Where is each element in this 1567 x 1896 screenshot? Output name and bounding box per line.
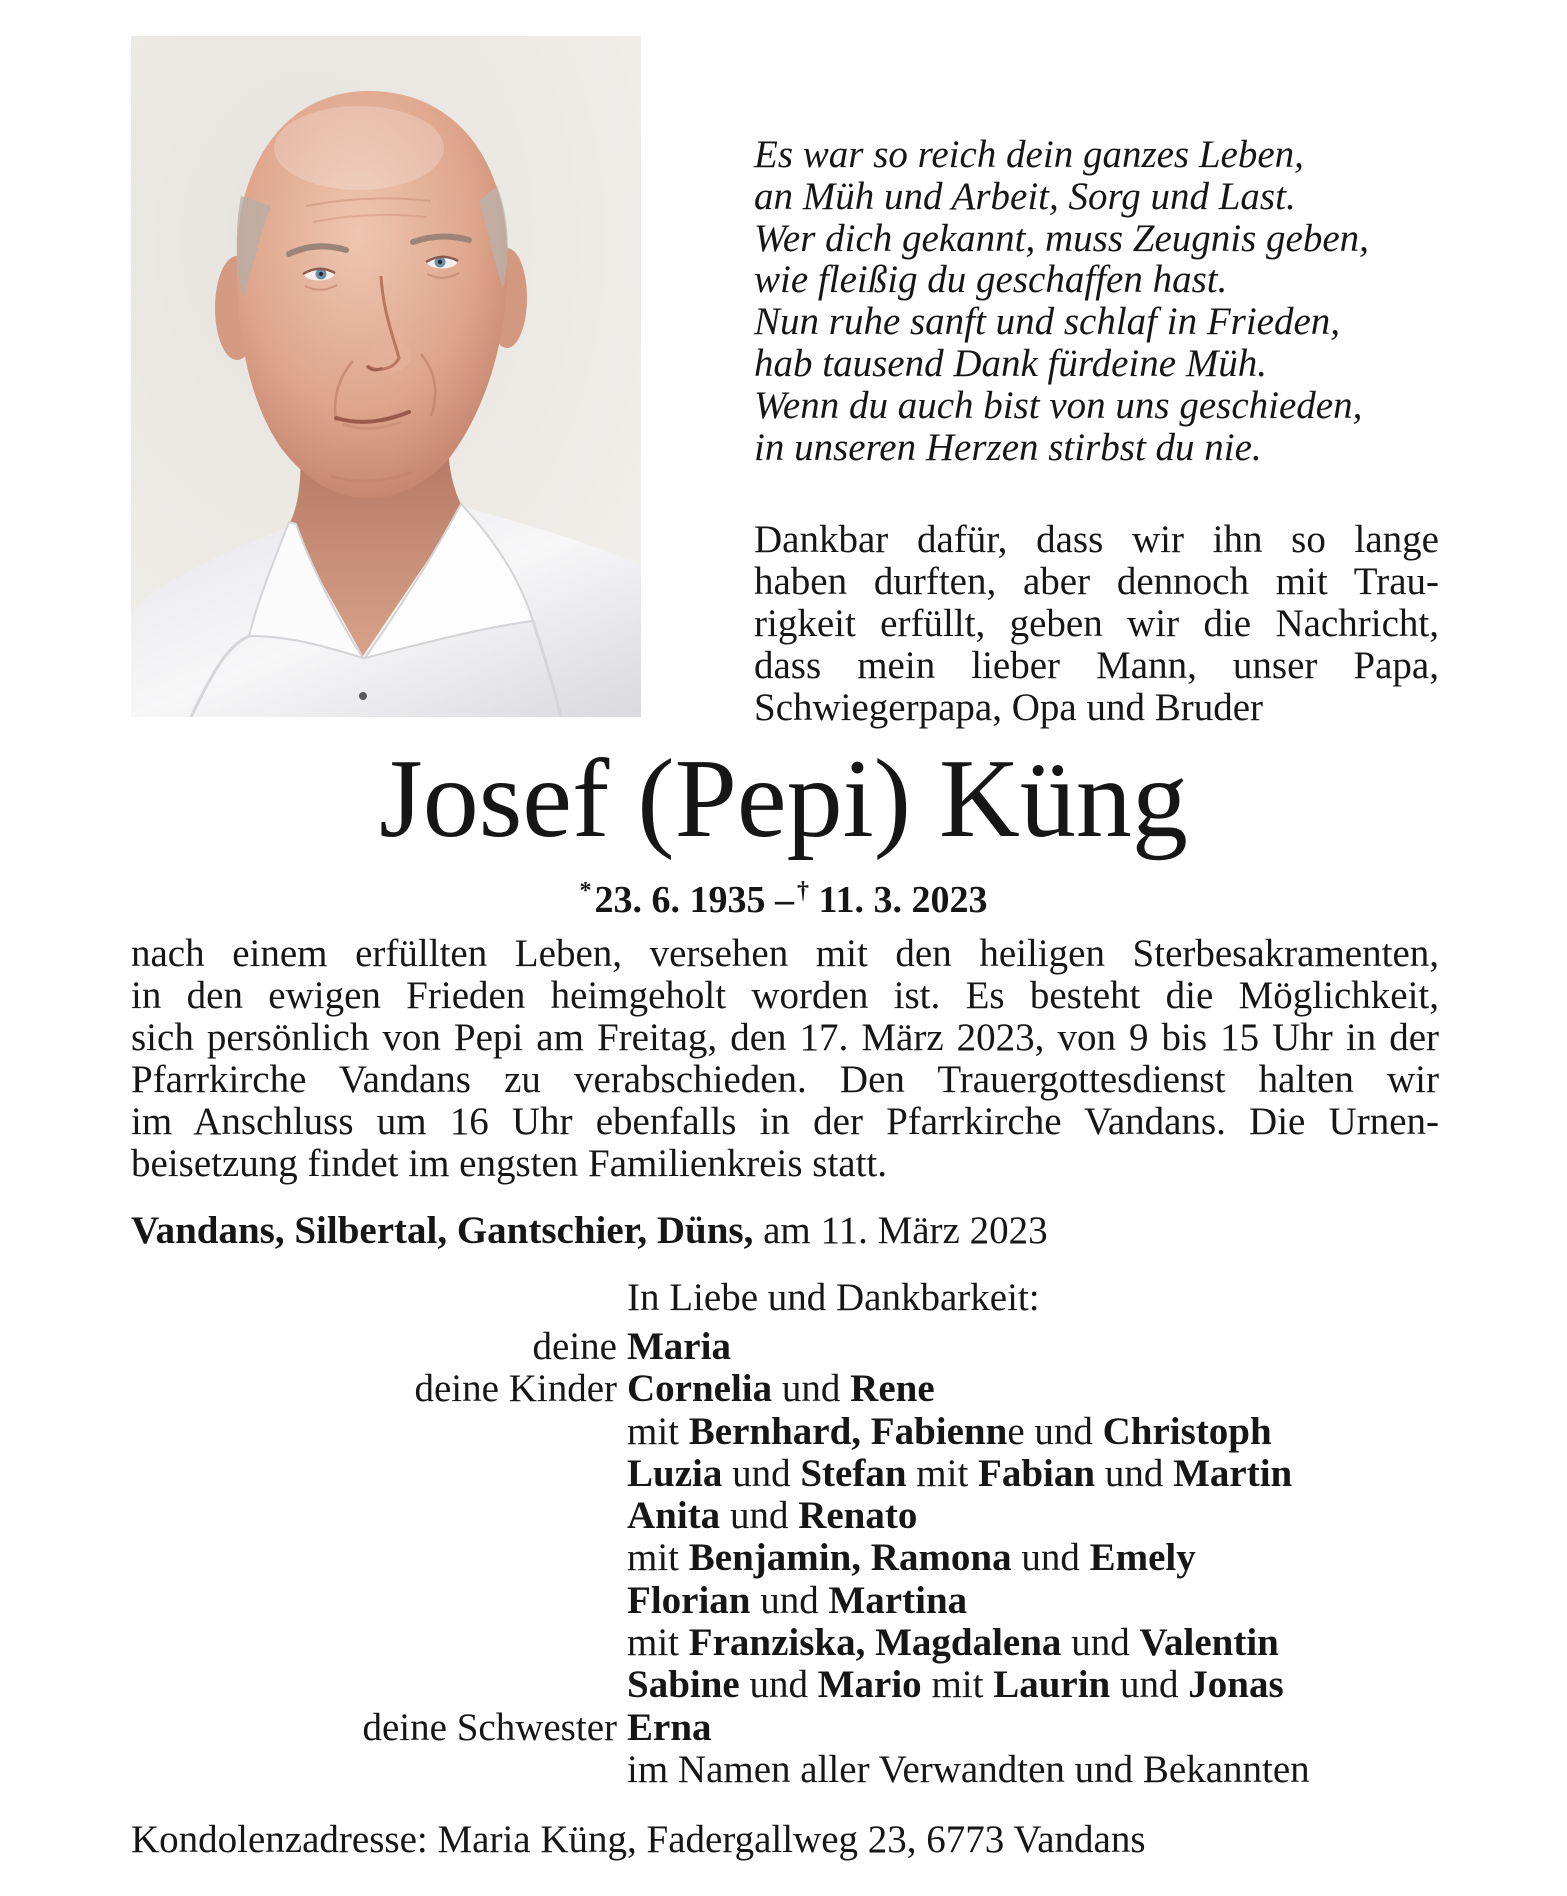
death-date: 11. 3. 2023 [818, 879, 988, 921]
family-row [131, 1622, 1471, 1664]
notice-line: im Anschluss um 16 Uhr ebenfalls in der Pfarrkirche Vandans. Die Urnen- [131, 1100, 1439, 1143]
memorial-poem [754, 134, 1454, 468]
family-connector-text: e und [1007, 1409, 1103, 1453]
family-member-name: Jonas [1188, 1663, 1284, 1707]
family-member-name: Anita [627, 1494, 721, 1538]
relation-label [131, 1537, 617, 1579]
family-row [131, 1368, 1471, 1410]
family-names [627, 1368, 1471, 1410]
family-member-name: Fabian [978, 1451, 1096, 1495]
deceased-name: Josef (Pepi) Küng [379, 737, 1188, 861]
place-date-line [131, 1210, 1048, 1252]
notice-line: Pfarrkirche Vandans zu verabschieden. Den Trauergottesdienst halten wir [131, 1058, 1439, 1101]
family-connector-text: und [772, 1367, 851, 1411]
family-names [627, 1495, 1471, 1537]
family-row [131, 1411, 1471, 1453]
family-connector-text: im Namen aller Verwandten und Bekannten [627, 1747, 1310, 1791]
family-member-name: Erna [627, 1705, 712, 1749]
family-member-name: Sabine [627, 1663, 740, 1707]
birth-date: 23. 6. 1935 [594, 879, 766, 921]
family-row [131, 1453, 1471, 1495]
family-names [627, 1537, 1471, 1579]
death-mark: † [797, 878, 810, 904]
family-connector-text: und [720, 1494, 799, 1538]
notice-line: beisetzung findet im engsten Familienkreis statt. [131, 1142, 888, 1185]
family-names [627, 1580, 1471, 1622]
relation-label [131, 1580, 617, 1622]
relation-label [131, 1453, 617, 1495]
family-connector-text: und [722, 1451, 801, 1495]
family-member-name: Christoph [1102, 1409, 1272, 1453]
family-member-name: Martin [1173, 1451, 1293, 1495]
notice-line: sich persönlich von Pepi am Freitag, den 17. März 2023, von 9 bis 15 Uhr in der [131, 1016, 1439, 1059]
family-connector-text: und [1095, 1451, 1174, 1495]
announcement-text [754, 519, 1439, 729]
family-member-name: Luzia [627, 1451, 723, 1495]
announcement-line: haben durften, aber dennoch mit Trau- [754, 560, 1439, 603]
family-member-name: Rene [850, 1367, 935, 1411]
family-member-name: Laurin [993, 1663, 1111, 1707]
family-member-name: Franziska, Magdalena [688, 1621, 1062, 1665]
family-member-name: Renato [798, 1494, 918, 1538]
poem-line: hab tausend Dank fürdeine Müh. [754, 341, 1268, 385]
family-connector-text: und [739, 1663, 818, 1707]
family-connector-text: mit [906, 1451, 979, 1495]
family-row [131, 1749, 1471, 1791]
place-names: Vandans, Silbertal, Gantschier, Düns, [131, 1209, 754, 1252]
family-member-name: Mario [817, 1663, 922, 1707]
notice-text [131, 933, 1439, 1185]
family-names [627, 1707, 1471, 1749]
notice-line: nach einem erfüllten Leben, versehen mit den heiligen Sterbesakramenten, [131, 932, 1439, 975]
announcement-line: Schwiegerpapa, Opa und Bruder [754, 686, 1263, 729]
family-connector-text: mit [627, 1536, 689, 1580]
family-connector-text: und [750, 1578, 829, 1622]
family-connector-text: mit [627, 1621, 689, 1665]
family-names [627, 1622, 1471, 1664]
family-intro: In Liebe und Dankbarkeit: [627, 1276, 1040, 1319]
family-connector-text: und [1011, 1536, 1090, 1580]
poem-line: Es war so reich dein ganzes Leben, [754, 133, 1304, 176]
family-member-name: Valentin [1139, 1621, 1279, 1665]
family-names [627, 1326, 1471, 1368]
relation-label [131, 1411, 617, 1453]
poem-line: an Müh und Arbeit, Sorg und Last. [754, 174, 1296, 218]
relation-label [131, 1749, 617, 1791]
family-names [627, 1664, 1471, 1706]
family-row [131, 1580, 1471, 1622]
relation-label: deine Kinder [414, 1367, 617, 1411]
family-member-name: Martina [828, 1578, 968, 1622]
family-row [131, 1664, 1471, 1706]
announcement-line: rigkeit erfüllt, geben wir die Nachricht, [754, 602, 1439, 645]
family-member-name: Emely [1089, 1536, 1196, 1580]
poem-line: in unseren Herzen stirbst du nie. [754, 425, 1262, 469]
portrait-photo [131, 36, 641, 717]
family-connector-text: mit [627, 1409, 689, 1453]
family-connector-text: und [1110, 1663, 1189, 1707]
announcement-line: Dankbar dafür, dass wir ihn so lange [754, 518, 1439, 561]
family-member-name: Benjamin, Ramona [688, 1536, 1012, 1580]
family-row [131, 1537, 1471, 1579]
poem-line: Nun ruhe sanft und schlaf in Frieden, [754, 300, 1341, 344]
relation-label [131, 1622, 617, 1664]
life-dates [0, 869, 1567, 922]
family-names [627, 1411, 1471, 1453]
family-member-name: Bernhard, Fabienn [688, 1409, 1008, 1453]
family-names [627, 1749, 1471, 1791]
poem-line: Wenn du auch bist von uns geschieden, [754, 383, 1363, 427]
poem-line: wie fleißig du geschaffen hast. [754, 258, 1228, 302]
birth-mark: * [579, 878, 592, 904]
family-member-name: Florian [627, 1578, 751, 1622]
shirt-button [359, 692, 367, 700]
family-row [131, 1707, 1471, 1749]
notice-date: am 11. März 2023 [763, 1209, 1048, 1252]
family-list [131, 1326, 1471, 1791]
family-member-name: Cornelia [627, 1367, 773, 1411]
family-member-name: Stefan [800, 1451, 907, 1495]
date-separator: – [775, 879, 795, 921]
relation-label: deine Schwester [362, 1705, 617, 1749]
family-names [627, 1453, 1471, 1495]
family-connector-text: und [1061, 1621, 1140, 1665]
poem-line: Wer dich gekannt, muss Zeugnis geben, [754, 216, 1369, 260]
relation-label [131, 1664, 617, 1706]
family-row [131, 1495, 1471, 1537]
relation-label: deine [532, 1325, 617, 1368]
condolence-address: Kondolenzadresse: Maria Küng, Fadergallweg 23, 6773 Vandans [131, 1818, 1146, 1861]
family-connector-text: mit [921, 1663, 994, 1707]
relation-label [131, 1495, 617, 1537]
announcement-line: dass mein lieber Mann, unser Papa, [754, 644, 1439, 687]
family-row [131, 1326, 1471, 1368]
notice-line: in den ewigen Frieden heimgeholt worden ist. Es besteht die Möglichkeit, [131, 974, 1439, 1017]
family-member-name: Maria [627, 1325, 731, 1368]
